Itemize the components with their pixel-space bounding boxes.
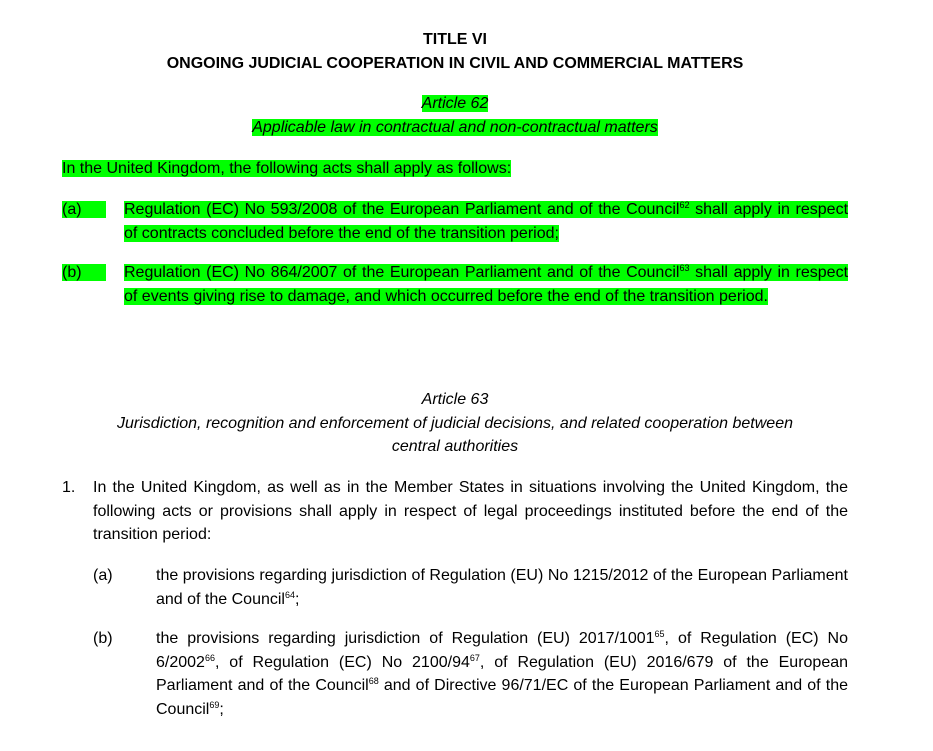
- article-62-subtitle: [0, 116, 910, 140]
- footnote-ref-66: 66: [204, 652, 215, 663]
- article-62-item-b-body: [124, 264, 848, 305]
- article-62-subtitle-text: Applicable law in contractual and non-contractual matters: [252, 119, 658, 136]
- article-63-item-b-label: (b): [93, 630, 113, 647]
- article-62-item-a-part2: shall apply in respect of contracts concluded before the end of the transition period;: [124, 201, 849, 242]
- article-63-item-b-part2: , of Regulation (EC) No 6/2002: [156, 630, 849, 671]
- footnote-ref-67: 67: [469, 652, 480, 663]
- article-62-item-b-text: [124, 261, 848, 308]
- article-63-item-a-part2: ;: [295, 590, 300, 608]
- article-63-item-a-label: (a): [93, 567, 113, 584]
- article-63-item-b-part6: ;: [219, 700, 224, 718]
- article-62-item-b-label: [62, 261, 106, 285]
- article-62-item-b-part1: Regulation (EC) No 864/2007 of the European Parliament and of the Council: [124, 264, 680, 281]
- article-63-item-b-part5: and of Directive 96/71/EC of the European Parliament and of the Council: [156, 677, 848, 718]
- article-62-intro-text: In the United Kingdom, the following acts shall apply as follows:: [62, 160, 512, 177]
- title-line-2: ONGOING JUDICIAL COOPERATION IN CIVIL AND COMMERCIAL MATTERS: [166, 55, 744, 72]
- footnote-ref-64: 64: [284, 589, 295, 600]
- article-62-heading: [0, 92, 910, 116]
- article-63-item-a-part1: the provisions regarding jurisdiction of Regulation (EU) No 1215/2012 of the European Parliament and of the Council: [156, 567, 848, 608]
- article-63-item-b-part4: , of Regulation (EU) 2016/679 of the European Parliament and of the Council: [156, 653, 849, 694]
- article-63-item-b-text: [156, 627, 848, 721]
- article-62-intro: [62, 157, 511, 181]
- footnote-ref-68: 68: [368, 676, 379, 686]
- article-62-item-a-part1: Regulation (EC) No 593/2008 of the European Parliament and of the Council: [124, 201, 680, 218]
- article-62-heading-text: Article 62: [421, 95, 489, 112]
- article-62-item-a-text: [124, 198, 848, 245]
- article-62-item-a-label-text: (a): [62, 201, 106, 218]
- footnote-ref-65: 65: [654, 629, 665, 639]
- article-63-subtitle-line-1: Jurisdiction, recognition and enforcement of judicial decisions, and related cooperation between: [117, 415, 793, 432]
- article-62-item-a-body: [124, 201, 848, 242]
- footnote-ref-63: 63: [679, 263, 690, 273]
- article-63-subtitle-line-2: central authorities: [391, 438, 519, 455]
- article-63-item-a-text: [156, 564, 848, 611]
- article-63-para-1-text: In the United Kingdom, as well as in the Member States in situations involving the United Kingdom, the following acts or provisions shall apply in respect of legal proceedings instituted before the end of the transition period:: [93, 479, 848, 543]
- article-62-item-b-part2: shall apply in respect of events giving rise to damage, and which occurred before the end of the transition period.: [124, 264, 849, 305]
- title-line-1: TITLE VI: [423, 31, 487, 48]
- article-63-item-b-part1: the provisions regarding jurisdiction of Regulation (EU) 2017/1001: [156, 630, 655, 647]
- article-63-heading: Article 63: [421, 391, 489, 408]
- article-63-item-b-part3: , of Regulation (EC) No 2100/94: [214, 653, 470, 671]
- footnote-ref-69: 69: [209, 699, 220, 710]
- article-62-item-a-label: [62, 198, 106, 222]
- footnote-ref-62: 62: [679, 200, 690, 210]
- article-63-para-1-number: 1.: [62, 479, 76, 496]
- article-62-item-b-label-text: (b): [62, 264, 106, 281]
